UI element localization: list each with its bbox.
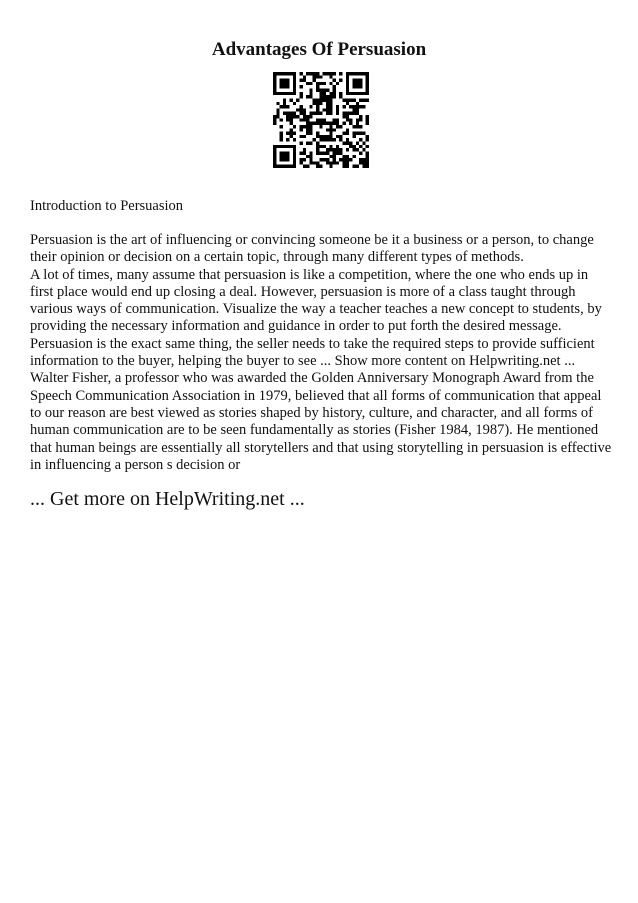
intro-heading: Introduction to Persuasion	[30, 198, 184, 214]
body-text	[30, 232, 612, 474]
get-more-link[interactable]: ... Get more on HelpWriting.net ...	[30, 488, 305, 510]
page-title: Advantages Of Persuasion	[211, 39, 427, 60]
paragraph-1: Persuasion is the art of influencing or convincing someone be it a business or a person, to change their opinion or decision on a certain topic, through many different types of methods.	[30, 232, 594, 266]
qr-code-icon	[273, 72, 369, 168]
paragraph-3: Walter Fisher, a professor who was awarded the Golden Anniversary Monograph Award from the Speech Communication Association in 1979, believed that all forms of communication that appeal to our reason are best viewed as stories shaped by history, culture, and character, and all forms of human communication are to be seen fundamentally as stories (Fisher 1984, 1987). He mentioned that human beings are essentially all storytellers and that using storytelling in persuasion is effective in influencing a person s decision or	[30, 370, 612, 473]
paragraph-2: A lot of times, many assume that persuasion is like a competition, where the one who ends up in first place would end up closing a deal. However, persuasion is more of a class taught through various ways of communication. Visualize the way a teacher teaches a new concept to students, by providing the necessary information and guidance in order to put forth the desired message. Persuasion is the exact same thing, the seller needs to take the required steps to provide sufficient information to the buyer, helping the buyer to see ... Show more content on Helpwriting.net ...	[30, 266, 602, 370]
